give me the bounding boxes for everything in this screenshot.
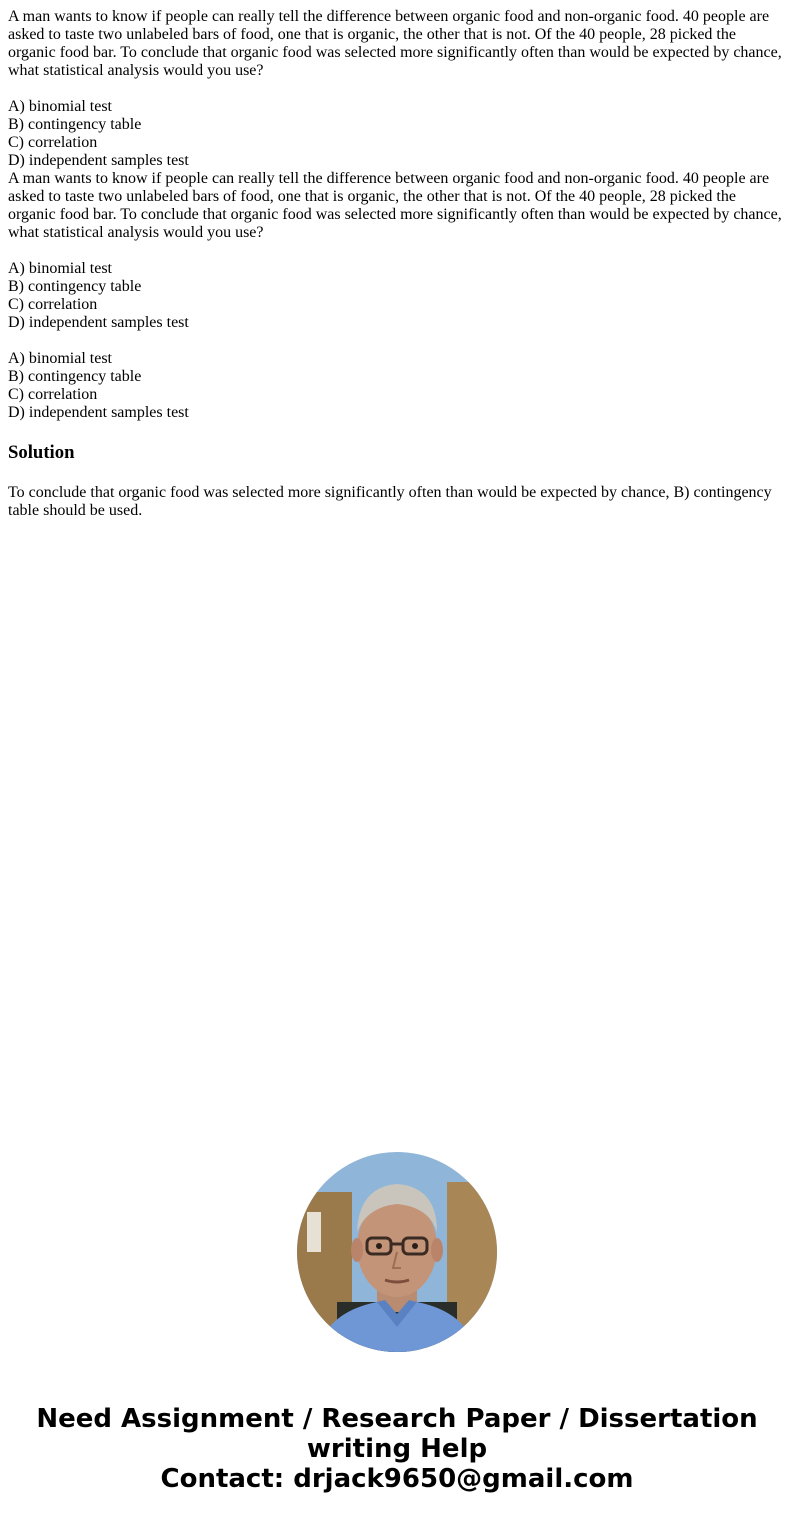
promo-contact: Contact: drjack9650@gmail.com bbox=[160, 1464, 634, 1494]
promo-section bbox=[0, 1152, 794, 1494]
solution-heading: Solution bbox=[8, 442, 75, 463]
option-b: B) contingency table bbox=[8, 116, 142, 133]
question-text: A man wants to know if people can really tell the difference between organic food and non-organic food. 40 people are asked to taste two unlabeled bars of food, one that is organic, the other that is not. Of the 40 people, 28 picked the organic food bar. To conclude that organic food was selected more significantly often than would be expected by chance, what statistical analysis would you use? bbox=[8, 170, 782, 241]
option-c: C) correlation bbox=[8, 296, 98, 313]
option-d: D) independent samples test bbox=[8, 314, 189, 331]
solution-text: To conclude that organic food was selected more significantly often than would be expected by chance, B) contingency table should be used. bbox=[8, 484, 772, 519]
promo-text bbox=[0, 1404, 794, 1494]
option-b: B) contingency table bbox=[8, 368, 142, 385]
portrait-image bbox=[297, 1152, 497, 1352]
option-a: A) binomial test bbox=[8, 98, 112, 115]
promo-line-1: Need Assignment / Research Paper / Dissertation bbox=[36, 1404, 758, 1434]
option-a: A) binomial test bbox=[8, 260, 112, 277]
option-a: A) binomial test bbox=[8, 350, 112, 367]
options-list bbox=[8, 260, 786, 332]
promo-line-2: writing Help bbox=[306, 1434, 488, 1464]
option-d: D) independent samples test bbox=[8, 404, 189, 421]
avatar bbox=[297, 1152, 497, 1352]
options-list bbox=[8, 98, 786, 170]
option-d: D) independent samples test bbox=[8, 152, 189, 169]
options-list bbox=[8, 350, 786, 422]
option-b: B) contingency table bbox=[8, 278, 142, 295]
option-c: C) correlation bbox=[8, 386, 98, 403]
question-text: A man wants to know if people can really tell the difference between organic food and non-organic food. 40 people are asked to taste two unlabeled bars of food, one that is organic, the other that is not. Of the 40 people, 28 picked the organic food bar. To conclude that organic food was selected more significantly often than would be expected by chance, what statistical analysis would you use? bbox=[8, 8, 782, 79]
question-content bbox=[8, 8, 786, 520]
option-c: C) correlation bbox=[8, 134, 98, 151]
